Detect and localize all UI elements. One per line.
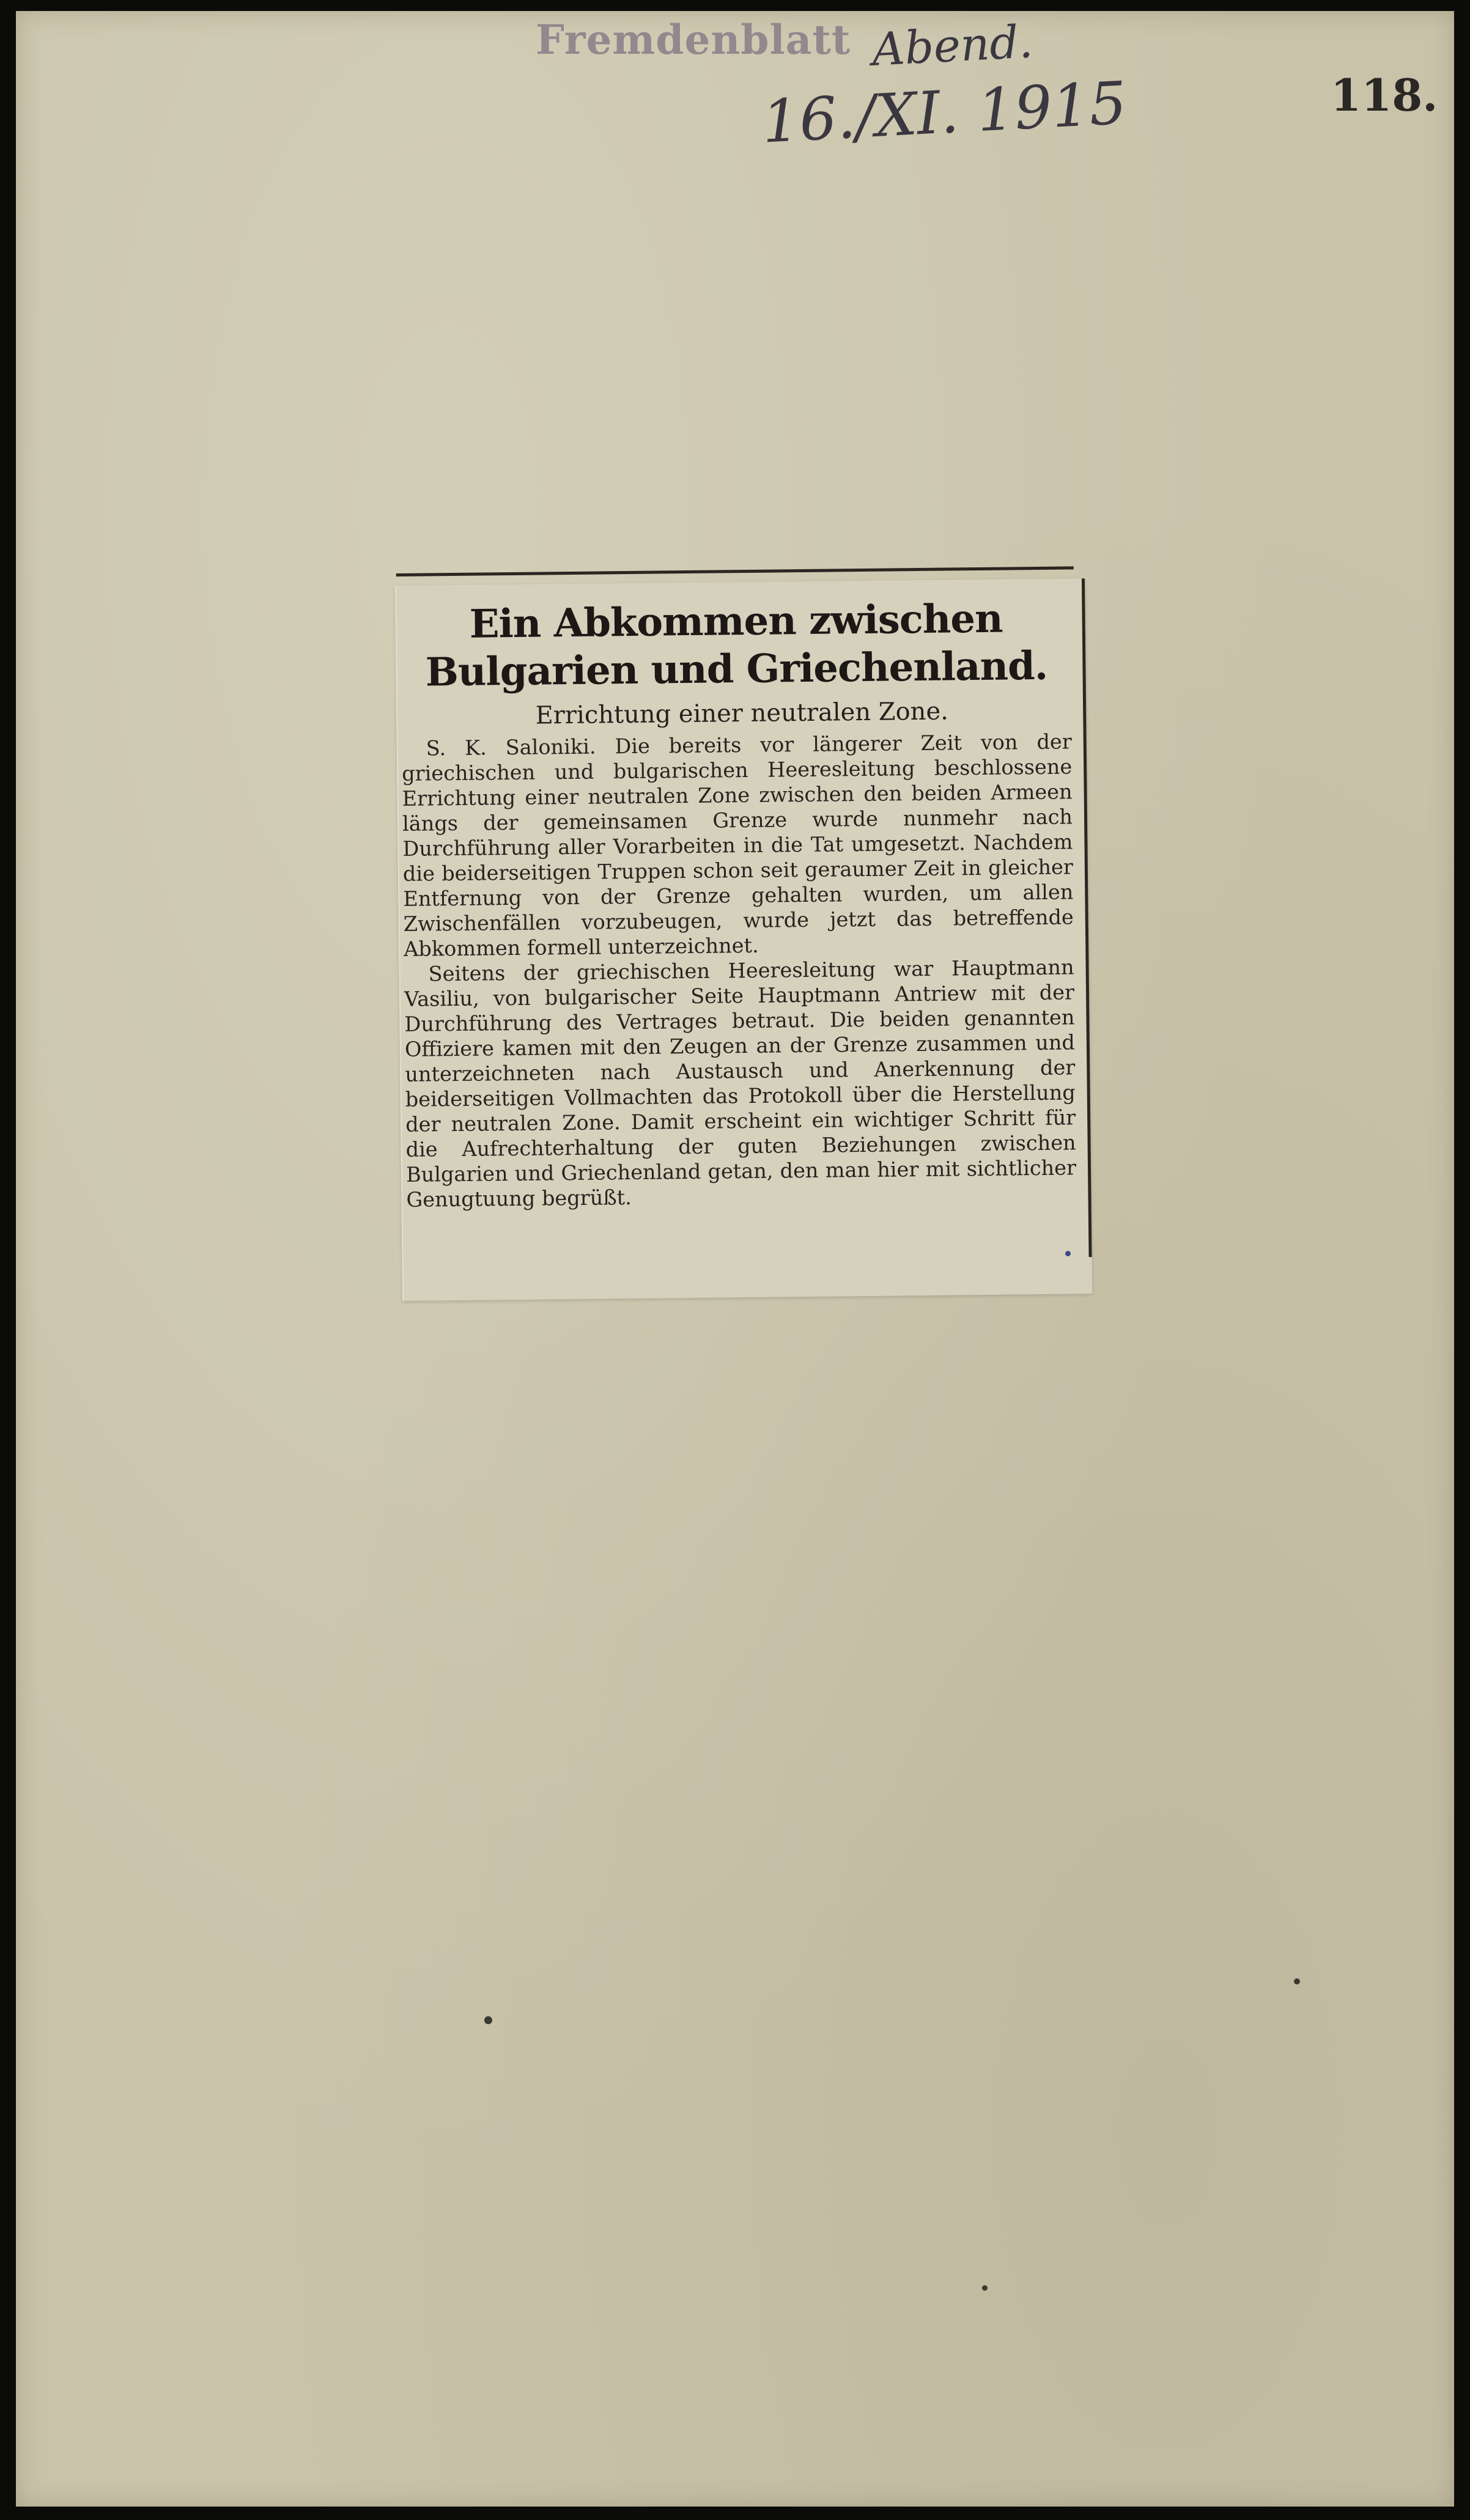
- handwritten-date: 16./XI. 1915: [760, 68, 1129, 157]
- article-paragraph: S. K. Saloniki. Die bereits vor längerer Zeit von der griechischen und bulgarischen Heeresleitung beschlossene Errichtung einer neutralen Zone zwischen den beiden Armeen längs der gemeinsamen Grenze wurde nunmehr nach Durchführung aller Vorarbeiten in die Tat umgesetzt. Nachdem die beiderseitigen Truppen schon seit geraumer Zeit in gleicher Entfernung von der Grenze gehalten wurden, um allen Zwischenfällen vorzubeugen, wurde jetzt das betreffende Abkommen formell unterzeichnet.: [402, 729, 1074, 961]
- archive-sheet: [16, 11, 1454, 2507]
- clipping-side-rule: [1082, 578, 1092, 1257]
- paper-speck: [1065, 1251, 1071, 1256]
- newspaper-stamp: Fremdenblatt: [536, 16, 851, 64]
- newspaper-clipping: [395, 578, 1092, 1301]
- article-headline: Ein Abkommen zwischen Bulgarien und Griechenland.: [425, 595, 1048, 696]
- page-number: 118.: [1331, 69, 1438, 121]
- paper-speck: [1294, 1978, 1300, 1984]
- paper-speck: [982, 2285, 988, 2291]
- clipping-top-rule: [396, 566, 1074, 577]
- article-subheadline: Errichtung einer neutralen Zone.: [535, 697, 949, 730]
- article-paragraph: Seitens der griechischen Heeresleitung war Hauptmann Vasiliu, von bulgarischer Seite Hauptmann Antriew mit der Durchführung des Vertrages betraut. Die beiden genannten Offiziere kamen mit den Zeugen an der Grenze zusammen und unterzeichneten nach Austausch und Anerkennung der beiderseitigen Vollmachten das Protokoll über die Herstellung der neutralen Zone. Damit erscheint ein wichtiger Schritt für die Aufrechterhaltung der guten Beziehungen zwischen Bulgarien und Griechenland getan, den man hier mit sichtlicher Genugtuung begrüßt.: [404, 955, 1077, 1212]
- paper-speck: [484, 2016, 492, 2024]
- handwritten-edition: Abend.: [870, 15, 1035, 76]
- article-body: [402, 729, 1077, 1212]
